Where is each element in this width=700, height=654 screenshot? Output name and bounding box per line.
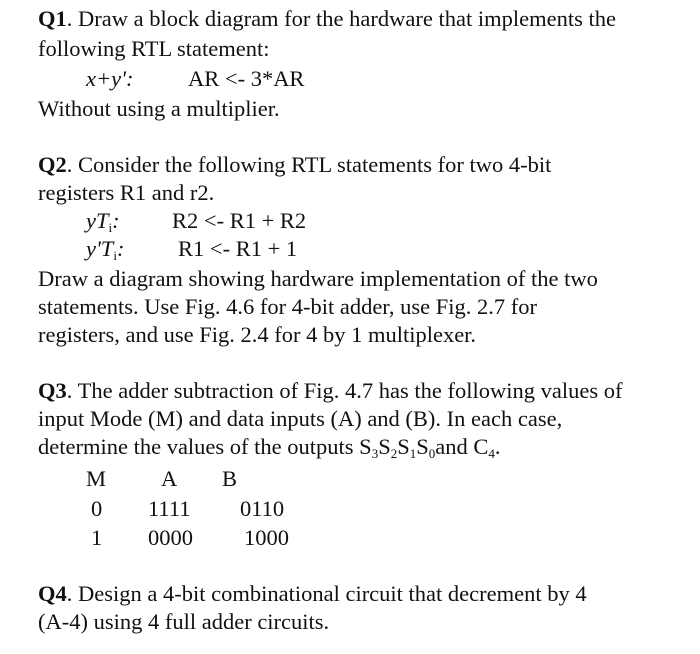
table-header-m: M: [86, 466, 107, 491]
q4-line-1: Q4. Design a 4-bit combinational circuit that decrement by 4: [38, 581, 587, 606]
q2-number: Q2: [38, 152, 67, 177]
table-cell: 1: [91, 525, 103, 550]
q2-line-7: registers, and use Fig. 2.4 for 4 by 1 multiplexer.: [38, 322, 477, 347]
q3-line-3: determine the values of the outputs $S_3S_2S_1S_0and$ $C_4$.: [38, 434, 501, 461]
q4-number: Q4: [38, 581, 67, 606]
q3-line-1: Q3. The adder subtraction of Fig. 4.7 has the following values of: [38, 378, 623, 403]
q4-line-2: (A-4) using 4 full adder circuits.: [38, 609, 330, 634]
table-cell: 0000: [148, 525, 193, 550]
q1-line-1: Q1. Draw a block diagram for the hardware that implements the: [38, 6, 616, 31]
table-cell: 1000: [244, 525, 289, 550]
q1-line-2: following RTL statement:: [38, 36, 270, 61]
table-header-a: A: [161, 466, 178, 491]
q2-condition-1: $yT_i$:: [86, 208, 120, 235]
table-cell: 1111: [148, 496, 191, 521]
q1-condition: x+y':: [86, 66, 134, 91]
q2-condition-2: $y'T_i$:: [86, 236, 125, 263]
table-header-b: B: [222, 466, 238, 491]
q2-line-2: registers R1 and r2.: [38, 180, 215, 205]
table-cell: 0110: [240, 496, 285, 521]
q2-statement-2: R1 <- R1 + 1: [178, 236, 298, 261]
q2-statement-1: R2 <- R1 + R2: [172, 208, 307, 233]
q1-statement: AR <- 3*AR: [188, 66, 305, 91]
q3-number: Q3: [38, 378, 67, 403]
q3-line-2: input Mode (M) and data inputs (A) and (B). In each case,: [38, 406, 563, 431]
q2-line-5: Draw a diagram showing hardware implementation of the two: [38, 266, 598, 291]
q2-line-1: Q2. Consider the following RTL statements for two 4-bit: [38, 152, 552, 177]
q1-line-4: Without using a multiplier.: [38, 96, 280, 121]
q2-line-6: statements. Use Fig. 4.6 for 4-bit adder, use Fig. 2.7 for: [38, 294, 538, 319]
q1-number: Q1: [38, 6, 67, 31]
table-cell: 0: [91, 496, 103, 521]
